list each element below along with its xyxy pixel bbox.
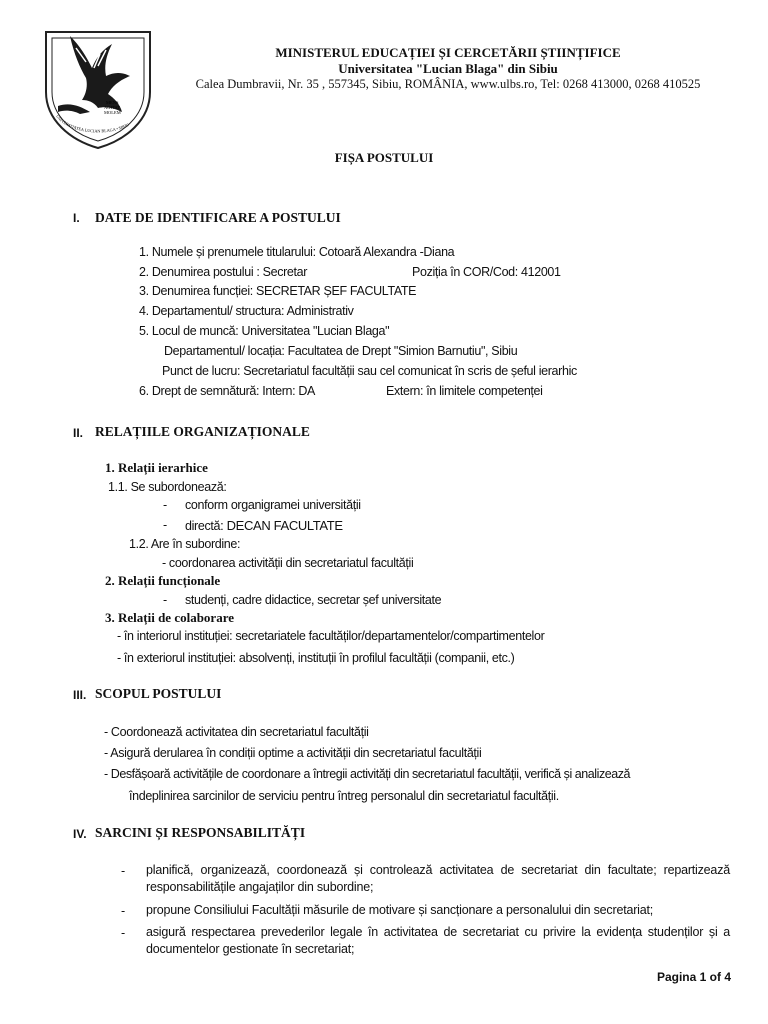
direct-label: directă (185, 519, 221, 533)
dash-marker: - (163, 518, 168, 532)
section-2-heading: RELAȚIILE ORGANIZAȚIONALE (95, 424, 310, 439)
hierarchical-relations-title: 1. Relații ierarhice (105, 460, 208, 475)
university-name: Universitatea "Lucian Blaga" din Sibiu (338, 61, 558, 76)
work-location-department: Departamentul/ locația: Facultatea de Drept "Simion Barnutiu", Sibiu (164, 344, 518, 358)
section-4-number: IV. (73, 827, 87, 841)
signature-right-extern: Extern: în limitele competenței (386, 384, 543, 398)
functional-relations-list: studenți, cadre didactice, secretar șef universitate (185, 593, 442, 607)
dash-marker: - (121, 926, 126, 940)
responsibility-item-1: planifică, organizează, coordonează și controlează activitatea de secretariat din facultate; repartizează responsabilitățile angajaților din subordine; (146, 863, 730, 894)
logo-motto-1: MENS (106, 100, 119, 105)
logo-motto-3: MOLEM (104, 110, 121, 115)
dash-marker: - (163, 593, 168, 607)
section-2-number: II. (73, 426, 84, 440)
page-number: Pagina 1 of 4 (656, 970, 731, 984)
internal-collaboration: - în interiorul instituției: secretariatele facultăților/departamentelor/compartimentelor (117, 629, 545, 643)
purpose-line-2: - Asigură derularea în condiții optime a activității din secretariatul facultății (104, 746, 482, 760)
dash-marker: - (163, 498, 168, 512)
direct-value: : DECAN FACULTATE (220, 518, 343, 533)
document-title: FIȘA POSTULUI (334, 150, 434, 165)
purpose-line-3: - Desfășoară activitățile de coordonare a întregii activități din secretariatul facultății, verifică și analizează (104, 767, 631, 781)
university-address: Calea Dumbravii, Nr. 35 , 557345, Sibiu, ROMÂNIA, www.ulbs.ro, Tel: 0268 413000, 0268 410525 (195, 77, 701, 91)
subordination-by-organigram: conform organigramei universității (185, 498, 361, 512)
cor-code: Poziția în COR/Cod: 412001 (412, 265, 561, 279)
identification-item-4: 4. Departamentul/ structura: Administrativ (139, 304, 354, 318)
dash-marker: - (121, 864, 126, 878)
identification-item-2: 2. Denumirea postului : Secretar (139, 265, 308, 279)
direct-subordination (185, 518, 343, 533)
section-3-number: III. (73, 688, 87, 702)
identification-item-1: 1. Numele și prenumele titularului: Cotoară Alexandra -Diana (139, 245, 455, 259)
eagle-icon (70, 36, 130, 112)
section-1-heading: DATE DE IDENTIFICARE A POSTULUI (95, 210, 341, 225)
dash-marker: - (121, 904, 126, 918)
responsibility-item-2: propune Consiliului Facultății măsurile de motivare și sancționare a personalului din secretariat; (146, 903, 654, 917)
section-3-heading: SCOPUL POSTULUI (95, 686, 222, 701)
university-logo (40, 28, 156, 150)
collaboration-relations-title: 3. Relații de colaborare (105, 610, 235, 625)
identification-item-3: 3. Denumirea funcției: SECRETAR ȘEF FACULTATE (139, 284, 417, 298)
work-point: Punct de lucru: Secretariatul facultății sau cel comunicat în scris de șeful ierarhic (162, 364, 577, 378)
section-1-number: I. (73, 211, 80, 225)
functional-relations-title: 2. Relații funcționale (105, 573, 221, 588)
identification-item-6: 6. Drept de semnătură: Intern: DA (139, 384, 316, 398)
ministry-name: MINISTERUL EDUCAȚIEI ȘI CERCETĂRII ȘTIINȚIFICE (275, 45, 621, 60)
external-collaboration: - în exteriorul instituției: absolvenți, instituții în profilul facultății (companii, etc.) (117, 651, 515, 665)
purpose-line-3-continued: îndeplinirea sarcinilor de serviciu pentru întreg personalul din secretariatul facultății. (129, 789, 559, 803)
has-subordinates: 1.2. Are în subordine: (129, 537, 241, 551)
subordinates-coordination: - coordonarea activității din secretariatul facultății (162, 556, 414, 570)
subordinated-to: 1.1. Se subordonează: (108, 480, 227, 494)
identification-item-5: 5. Locul de muncă: Universitatea "Lucian Blaga" (139, 324, 390, 338)
responsibility-item-3: asigură respectarea prevederilor legale în activitatea de secretariat cu privire la evidența studenților și a documentelor gestionate în secretariat; (146, 925, 730, 956)
logo-ring-text: UNIVERSITATEA LUCIAN BLAGA • SIBIU (55, 113, 130, 134)
section-4-heading: SARCINI ȘI RESPONSABILITĂȚI (95, 825, 306, 840)
logo-motto-2: AGITAT (104, 105, 120, 110)
purpose-line-1: - Coordonează activitatea din secretariatul facultății (104, 725, 369, 739)
